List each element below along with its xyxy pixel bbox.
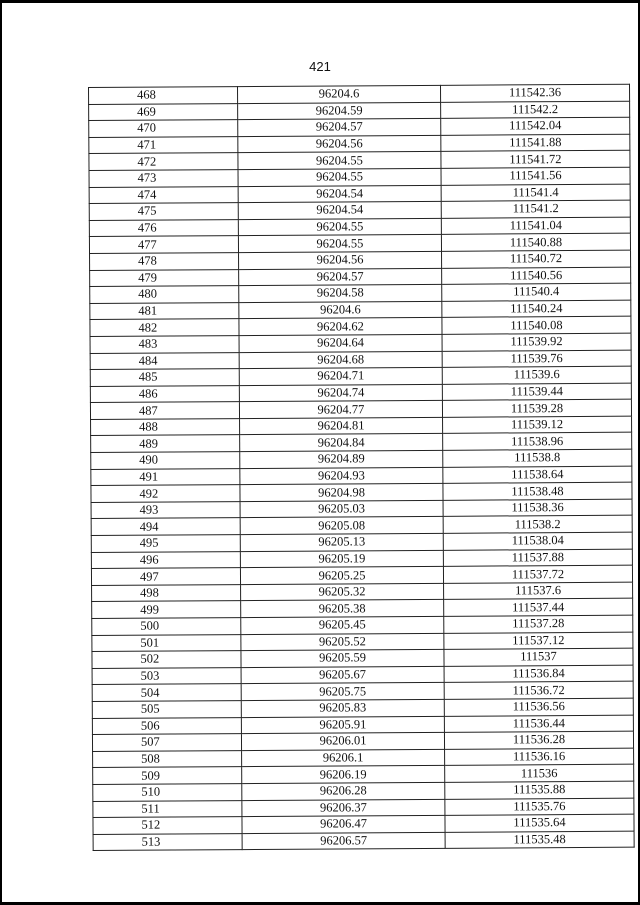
point-number-cell: 474 [89,186,238,204]
x-coordinate-cell: 96205.45 [241,616,444,634]
x-coordinate-cell: 96205.25 [240,567,443,585]
point-number-cell: 499 [92,601,241,619]
y-coordinate-cell: 111539.92 [442,333,631,351]
x-coordinate-cell: 96204.57 [238,119,441,137]
x-coordinate-cell: 96205.91 [241,716,444,734]
point-number-cell: 473 [89,170,238,188]
x-coordinate-cell: 96205.52 [241,633,444,651]
y-coordinate-cell: 111542.04 [441,117,630,135]
y-coordinate-cell: 111541.72 [441,151,630,169]
x-coordinate-cell: 96204.54 [238,185,441,203]
y-coordinate-cell: 111537.6 [444,582,633,600]
x-coordinate-cell: 96206.57 [242,832,445,850]
y-coordinate-cell: 111535.88 [445,781,634,799]
x-coordinate-cell: 96204.58 [239,284,442,302]
y-coordinate-cell: 111537.72 [443,565,632,583]
table-body [89,84,635,851]
x-coordinate-cell: 96204.56 [238,135,441,153]
x-coordinate-cell: 96204.55 [238,218,441,236]
x-coordinate-cell: 96204.54 [238,202,441,220]
y-coordinate-cell: 111540.56 [442,267,631,285]
point-number-cell: 500 [92,618,241,636]
x-coordinate-cell: 96204.93 [240,467,443,485]
point-number-cell: 472 [89,153,238,171]
y-coordinate-cell: 111541.88 [441,134,630,152]
point-number-cell: 484 [90,352,239,370]
y-coordinate-cell: 111539.76 [442,350,631,368]
x-coordinate-cell: 96204.74 [239,384,442,402]
point-number-cell: 490 [91,452,240,470]
x-coordinate-cell: 96205.38 [241,600,444,618]
y-coordinate-cell: 111536 [445,765,634,783]
x-coordinate-cell: 96204.56 [239,251,442,269]
y-coordinate-cell: 111537.28 [444,615,633,633]
point-number-cell: 509 [93,767,242,785]
table-row [93,831,634,851]
x-coordinate-cell: 96204.81 [240,417,443,435]
x-coordinate-cell: 96204.71 [239,367,442,385]
y-coordinate-cell: 111539.28 [442,399,631,417]
y-coordinate-cell: 111541.04 [441,217,630,235]
x-coordinate-cell: 96204.55 [238,168,441,186]
point-number-cell: 481 [90,302,239,320]
point-number-cell: 482 [90,319,239,337]
y-coordinate-cell: 111542.2 [441,101,630,119]
x-coordinate-cell: 96204.64 [239,334,442,352]
x-coordinate-cell: 96206.1 [242,749,445,767]
coordinates-table-container [88,84,585,851]
y-coordinate-cell: 111538.48 [443,482,632,500]
y-coordinate-cell: 111537 [444,648,633,666]
coordinates-table [88,84,635,852]
point-number-cell: 504 [92,684,241,702]
y-coordinate-cell: 111537.88 [443,549,632,567]
y-coordinate-cell: 111536.84 [444,665,633,683]
point-number-cell: 485 [90,369,239,387]
y-coordinate-cell: 111537.12 [444,632,633,650]
point-number-cell: 497 [91,568,240,586]
x-coordinate-cell: 96204.68 [239,351,442,369]
x-coordinate-cell: 96205.67 [241,666,444,684]
y-coordinate-cell: 111540.4 [442,283,631,301]
x-coordinate-cell: 96205.83 [241,699,444,717]
point-number-cell: 486 [90,385,239,403]
x-coordinate-cell: 96204.55 [238,235,441,253]
point-number-cell: 512 [93,817,242,835]
document-page [2,3,638,902]
point-number-cell: 478 [90,253,239,271]
x-coordinate-cell: 96204.59 [238,102,441,120]
x-coordinate-cell: 96206.19 [242,766,445,784]
x-coordinate-cell: 96204.62 [239,318,442,336]
point-number-cell: 502 [92,651,241,669]
x-coordinate-cell: 96205.75 [241,683,444,701]
point-number-cell: 513 [93,833,242,851]
x-coordinate-cell: 96205.19 [240,550,443,568]
point-number-cell: 511 [93,800,242,818]
x-coordinate-cell: 96206.01 [241,732,444,750]
point-number-cell: 475 [89,203,238,221]
y-coordinate-cell: 111535.76 [445,798,634,816]
y-coordinate-cell: 111541.56 [441,167,630,185]
point-number-cell: 491 [91,468,240,486]
point-number-cell: 477 [89,236,238,254]
point-number-cell: 479 [90,269,239,287]
y-coordinate-cell: 111539.6 [442,366,631,384]
point-number-cell: 495 [91,535,240,553]
point-number-cell: 507 [92,734,241,752]
point-number-cell: 505 [92,701,241,719]
y-coordinate-cell: 111538.2 [443,516,632,534]
x-coordinate-cell: 96204.98 [240,484,443,502]
x-coordinate-cell: 96205.13 [240,533,443,551]
y-coordinate-cell: 111535.64 [445,814,634,832]
point-number-cell: 496 [91,551,240,569]
point-number-cell: 470 [89,120,238,138]
y-coordinate-cell: 111540.72 [442,250,631,268]
y-coordinate-cell: 111538.64 [443,466,632,484]
y-coordinate-cell: 111538.04 [443,532,632,550]
point-number-cell: 476 [89,219,238,237]
y-coordinate-cell: 111537.44 [444,599,633,617]
y-coordinate-cell: 111541.2 [441,200,630,218]
point-number-cell: 498 [92,584,241,602]
point-number-cell: 492 [91,485,240,503]
point-number-cell: 493 [91,501,240,519]
y-coordinate-cell: 111535.48 [445,831,634,849]
y-coordinate-cell: 111536.16 [445,748,634,766]
x-coordinate-cell: 96204.77 [239,401,442,419]
y-coordinate-cell: 111539.44 [442,383,631,401]
y-coordinate-cell: 111538.8 [443,449,632,467]
point-number-cell: 469 [89,103,238,121]
point-number-cell: 508 [93,750,242,768]
y-coordinate-cell: 111539.12 [443,416,632,434]
x-coordinate-cell: 96204.89 [240,450,443,468]
y-coordinate-cell: 111540.88 [441,234,630,252]
x-coordinate-cell: 96205.59 [241,650,444,668]
point-number-cell: 468 [89,87,238,105]
x-coordinate-cell: 96204.6 [238,85,441,103]
point-number-cell: 503 [92,667,241,685]
page-number: 421 [309,59,331,74]
point-number-cell: 501 [92,634,241,652]
y-coordinate-cell: 111536.56 [444,698,633,716]
x-coordinate-cell: 96204.6 [239,301,442,319]
point-number-cell: 487 [90,402,239,420]
point-number-cell: 471 [89,136,238,154]
y-coordinate-cell: 111536.72 [444,682,633,700]
y-coordinate-cell: 111540.08 [442,317,631,335]
x-coordinate-cell: 96205.03 [240,500,443,518]
point-number-cell: 506 [92,717,241,735]
y-coordinate-cell: 111542.36 [440,84,629,102]
y-coordinate-cell: 111541.4 [441,184,630,202]
point-number-cell: 510 [93,784,242,802]
point-number-cell: 494 [91,518,240,536]
x-coordinate-cell: 96205.08 [240,517,443,535]
point-number-cell: 489 [91,435,240,453]
y-coordinate-cell: 111538.96 [443,433,632,451]
y-coordinate-cell: 111536.44 [444,715,633,733]
y-coordinate-cell: 111538.36 [443,499,632,517]
x-coordinate-cell: 96206.47 [242,815,445,833]
x-coordinate-cell: 96206.28 [242,782,445,800]
x-coordinate-cell: 96205.32 [241,583,444,601]
x-coordinate-cell: 96206.37 [242,799,445,817]
point-number-cell: 483 [90,335,239,353]
x-coordinate-cell: 96204.57 [239,268,442,286]
point-number-cell: 488 [91,418,240,436]
x-coordinate-cell: 96204.55 [238,152,441,170]
y-coordinate-cell: 111536.28 [444,731,633,749]
y-coordinate-cell: 111540.24 [442,300,631,318]
point-number-cell: 480 [90,286,239,304]
x-coordinate-cell: 96204.84 [240,434,443,452]
